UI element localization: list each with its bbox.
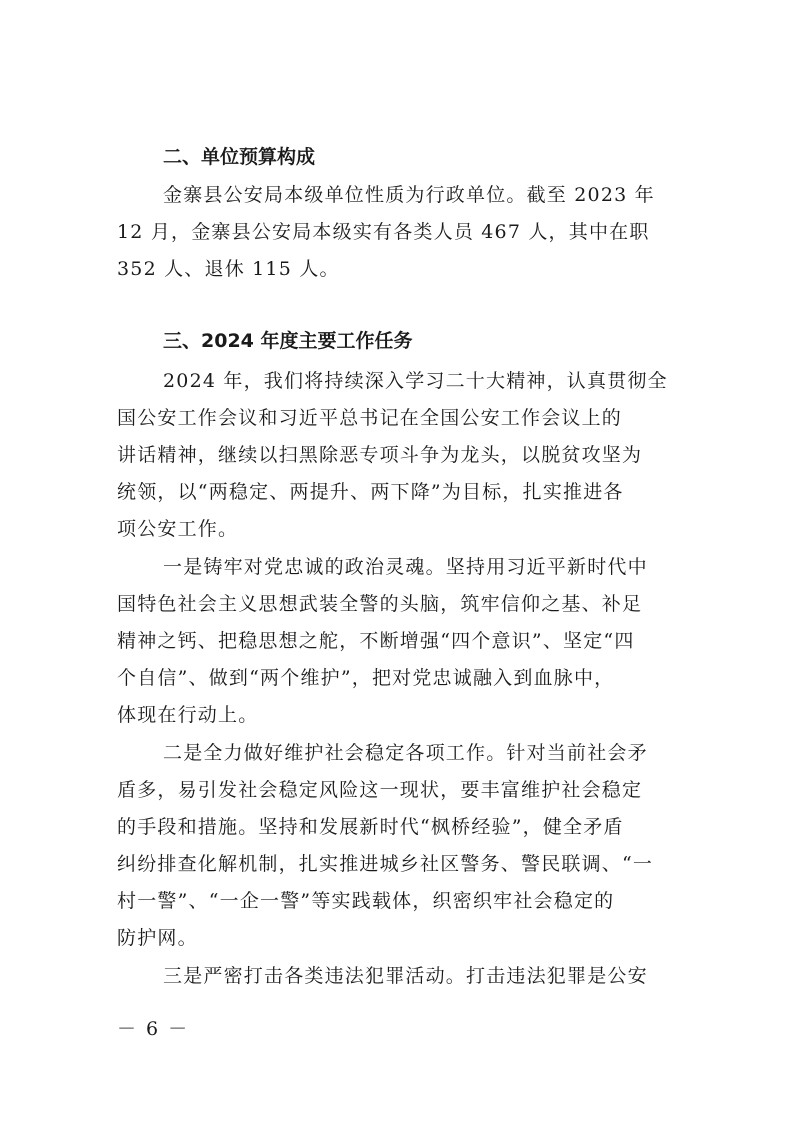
paragraph-line: 三是严密打击各类违法犯罪活动。打击违法犯罪是公安 xyxy=(163,965,648,987)
paragraph-line: 统领，以“两稳定、两提升、两下降”为目标，扎实推进各 xyxy=(117,481,624,503)
paragraph-line: 讲话精神，继续以扫黑除恶专项斗争为龙头，以脱贫攻坚为 xyxy=(117,444,643,466)
paragraph-line: 二是全力做好维护社会稳定各项工作。针对当前社会矛 xyxy=(163,742,648,764)
paragraph-line: 352 人、退休 115 人。 xyxy=(117,258,340,280)
section-heading-main-tasks: 三、2024 年度主要工作任务 xyxy=(163,330,413,352)
paragraph-line: 精神之钙、把稳思想之舵，不断增强“四个意识”、坚定“四 xyxy=(117,630,635,652)
section-heading-budget-composition: 二、单位预算构成 xyxy=(163,146,316,168)
paragraph-line: 盾多，易引发社会稳定风险这一现状，要丰富维护社会稳定 xyxy=(117,779,643,801)
paragraph-line: 国公安工作会议和习近平总书记在全国公安工作会议上的 xyxy=(117,407,623,429)
paragraph-line: 12 月，金寨县公安局本级实有各类人员 467 人，其中在职 xyxy=(117,221,650,243)
paragraph-line: 防护网。 xyxy=(117,927,198,949)
paragraph-line: 体现在行动上。 xyxy=(117,704,259,726)
paragraph-line: 一是铸牢对党忠诚的政治灵魂。坚持用习近平新时代中 xyxy=(163,556,648,578)
paragraph-line: 2024 年，我们将持续深入学习二十大精神，认真贯彻全 xyxy=(163,370,668,392)
paragraph-line: 村一警”、“一企一警”等实践载体，织密织牢社会稳定的 xyxy=(117,890,615,912)
paragraph-line: 项公安工作。 xyxy=(117,518,239,540)
page-number: － 6 － xyxy=(117,1018,190,1040)
paragraph-line: 国特色社会主义思想武装全警的头脑，筑牢信仰之基、补足 xyxy=(117,593,643,615)
paragraph-line: 金寨县公安局本级单位性质为行政单位。截至 2023 年 xyxy=(163,184,655,206)
paragraph-line: 个自信”、做到“两个维护”，把对党忠诚融入到血脉中， xyxy=(117,667,615,689)
paragraph-line: 的手段和措施。坚持和发展新时代“枫桥经验”，健全矛盾 xyxy=(117,816,624,838)
paragraph-line: 纠纷排查化解机制，扎实推进城乡社区警务、警民联调、“一 xyxy=(117,853,654,875)
